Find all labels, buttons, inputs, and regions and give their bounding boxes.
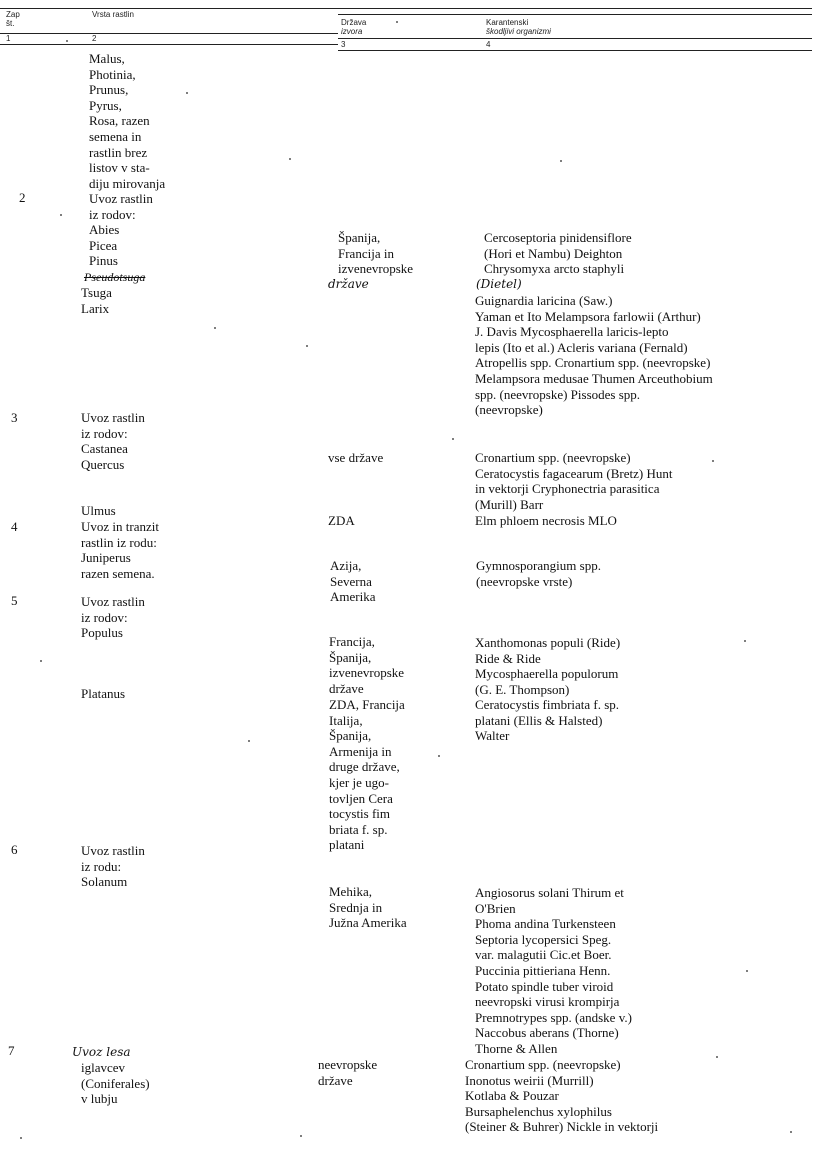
header-col-country-b: izvora: [341, 27, 363, 36]
row5b-country-line: Španija,: [329, 728, 372, 744]
row2-plant-struck: Pseudotsuga: [84, 270, 146, 284]
row4-country-line: Amerika: [330, 589, 376, 605]
row7-plant-handwritten: Uvoz lesa: [72, 1045, 131, 1059]
scan-speck: [790, 1131, 792, 1133]
row5-country-line: izvenevropske: [329, 665, 405, 681]
row6-plant-line: Solanum: [81, 874, 128, 890]
row2-plant-line: Uvoz rastlin: [89, 191, 153, 206]
row5-pests: [475, 635, 620, 697]
row1-plant-line: Prunus,: [89, 82, 129, 98]
row6-plants: [81, 843, 145, 890]
row6-number: 6: [11, 842, 18, 857]
col-number-4: 4: [486, 40, 491, 49]
row3-number: 3: [11, 410, 18, 425]
row4-number: 4: [11, 519, 18, 534]
row5b-country-line: Armenija in: [329, 743, 392, 759]
row6-pest-line: Thorne & Allen: [475, 1040, 558, 1056]
scan-speck: [306, 345, 308, 347]
row5b-pest-line: Ceratocystis fimbriata f. sp.: [475, 697, 620, 712]
row7-pest-line: Inonotus weirii (Murrill): [465, 1072, 594, 1088]
number-rule-left: [0, 44, 338, 45]
row5b-country-line: druge države,: [329, 759, 400, 775]
scan-speck: [20, 1137, 22, 1139]
row2-pest-line: Guignardia laricina (Saw.): [475, 293, 613, 308]
row6-pest-line: Potato spindle tuber viroid: [475, 978, 614, 994]
row5b-country-line: Italija,: [329, 712, 363, 728]
row3b-plant: Ulmus: [81, 503, 116, 518]
row2-pest-line: lepis (Ito et al.) Acleris variana (Fernald): [475, 339, 688, 355]
row3-plants: [81, 410, 145, 472]
scan-speck: [248, 740, 250, 742]
row6-pest-line: var. malagutii Cic.et Boer.: [475, 947, 612, 963]
row5b-countries: [329, 697, 405, 853]
row5b-plant: Platanus: [81, 686, 126, 701]
row5-plants: [81, 594, 145, 641]
row5b-country-line: tovljen Cera: [329, 790, 393, 806]
row2-pest-line: Cercoseptoria pinidensiflore: [484, 230, 632, 245]
row7-number: 7: [8, 1043, 15, 1058]
row4-plant-line: Juniperus: [81, 550, 131, 566]
scan-speck: [300, 1135, 302, 1137]
col-number-1: 1: [6, 34, 11, 43]
scan-speck: [289, 158, 291, 160]
row5-pest-line: Ride & Ride: [475, 650, 541, 666]
row5-plant-line: iz rodov:: [81, 609, 128, 625]
row3-plant-line: Uvoz rastlin: [81, 410, 145, 425]
row2-plant-line: Picea: [89, 237, 118, 253]
row6-pests: [475, 885, 632, 1057]
header-sub-rule: [338, 14, 812, 15]
row5b-country-line: ZDA, Francija: [329, 697, 405, 712]
row3b-pest: Elm phloem necrosis MLO: [475, 513, 617, 528]
scan-speck: [438, 755, 440, 757]
scan-speck: [60, 214, 62, 216]
row5-country-line: Francija,: [329, 634, 375, 649]
row2-pest-line: Yaman et Ito Melampsora farlowii (Arthur): [475, 308, 701, 324]
row4-pest-line: Gymnosporangium spp.: [476, 558, 601, 573]
row6-pest-line: Puccinia pittieriana Henn.: [475, 962, 611, 978]
row2-country-line: izvenevropske: [338, 261, 414, 277]
row7-plant-line: (Coniferales): [81, 1075, 150, 1091]
row5-countries: [329, 634, 404, 696]
row3-plant-line: iz rodov:: [81, 425, 128, 441]
row7-plants: [81, 1060, 150, 1107]
scan-speck: [712, 460, 714, 462]
row4-country-line: Severna: [330, 573, 372, 589]
scan-speck: [452, 438, 454, 440]
row2-pest-line: (Hori et Nambu) Deighton: [484, 245, 623, 261]
row7-plant-line: v lubju: [81, 1091, 118, 1107]
row6-plant-line: iz rodu:: [81, 858, 122, 874]
row2-pests-a: [484, 230, 632, 277]
row1-plant-line: Pyrus,: [89, 97, 122, 113]
number-rule-right: [338, 50, 812, 51]
row4-pest-line: (neevropske vrste): [476, 573, 573, 589]
row4-plant-line: Uvoz in tranzit: [81, 519, 159, 534]
row6-pest-line: Angiosorus solani Thirum et: [475, 885, 624, 900]
row6-plant-line: Uvoz rastlin: [81, 843, 145, 858]
row7-countries: [318, 1057, 377, 1088]
row2-number: 2: [19, 190, 26, 205]
row1-plant-line: Photinia,: [89, 66, 136, 82]
row1-plant-line: rastlin brez: [89, 144, 148, 160]
row5-plant-line: Uvoz rastlin: [81, 594, 145, 609]
row2-plant-line: Abies: [89, 222, 120, 238]
row3-country: vse države: [328, 450, 384, 465]
row2-country-handwritten: države: [328, 277, 369, 291]
row3-plant-line: Quercus: [81, 456, 125, 472]
row5b-pest-line: platani (Ellis & Halsted): [475, 712, 603, 728]
row6-pest-line: Phoma andina Turkensteen: [475, 916, 616, 932]
row2-pest-line: (neevropske): [475, 402, 543, 418]
row3-pest-line: in vektorji Cryphonectria parasitica: [475, 481, 660, 497]
scan-speck: [716, 1056, 718, 1058]
row5-pest-line: Xanthomonas populi (Ride): [475, 635, 621, 650]
row5-plant-line: Populus: [81, 625, 123, 641]
header-rule-right: [338, 38, 812, 39]
header-col-no-abbr: št.: [6, 19, 15, 28]
row2-plants-b: [81, 285, 112, 316]
row5b-pests: [475, 697, 619, 744]
row6-pest-line: Septoria lycopersici Speg.: [475, 931, 612, 947]
row7-pest-line: Kotlaba & Pouzar: [465, 1088, 559, 1104]
header-col-pests-b: škodljivi organizmi: [486, 27, 551, 36]
header-col-plants: Vrsta rastlin: [92, 10, 134, 19]
row5-pest-line: (G. E. Thompson): [475, 681, 570, 697]
row5b-pest-line: Walter: [475, 728, 510, 744]
row6-country-line: Srednja in: [329, 899, 383, 915]
scan-speck: [40, 660, 42, 662]
row1-plant-line: Malus,: [89, 51, 125, 66]
row3-pest-line: Ceratocystis fagacearum (Bretz) Hunt: [475, 465, 673, 481]
row1-plant-line: semena in: [89, 128, 142, 144]
row4-plant-line: razen semena.: [81, 565, 155, 581]
row7-plant-line: iglavcev: [81, 1060, 126, 1075]
row5b-country-line: kjer je ugo-: [329, 774, 389, 790]
row5-country-line: države: [329, 680, 364, 696]
row1-plant-line: Rosa, razen: [89, 113, 150, 129]
row2-plant-line: iz rodov:: [89, 206, 136, 222]
header-top-rule: [0, 8, 812, 9]
scan-speck: [396, 21, 398, 23]
row2-pest-line: Chrysomyxa arcto staphyli: [484, 261, 625, 277]
row2-pest-line: spp. (neevropske) Pissodes spp.: [475, 386, 641, 402]
row4-plant-line: rastlin iz rodu:: [81, 534, 157, 550]
row5-country-line: Španija,: [329, 649, 372, 665]
row5b-country-line: briata f. sp.: [329, 821, 388, 837]
row6-pest-line: O'Brien: [475, 900, 516, 916]
row2-pest-line: Atropellis spp. Cronartium spp. (neevropske): [475, 355, 711, 371]
row3-pests: [475, 450, 672, 512]
row3b-country: ZDA: [328, 513, 355, 528]
row2-plant-line: Pinus: [89, 253, 118, 269]
row7-pest-line: (Steiner & Buhrer) Nickle in vektorji: [465, 1119, 659, 1135]
row1-plants: [89, 51, 165, 191]
row2-pest-line: Melampsora medusae Thumen Arceuthobium: [475, 370, 713, 386]
scan-speck: [66, 40, 68, 42]
row6-country-line: Južna Amerika: [329, 915, 407, 931]
row2-plant-line: Tsuga: [81, 285, 112, 300]
row1-plant-line: diju mirovanja: [89, 175, 166, 191]
row6-pest-line: neevropski virusi krompirja: [475, 994, 620, 1010]
row1-plant-line: listov v sta-: [89, 160, 150, 176]
row5-pest-line: Mycosphaerella populorum: [475, 666, 619, 682]
row7-pest-line: Bursaphelenchus xylophilus: [465, 1103, 612, 1119]
scan-speck: [186, 92, 188, 94]
scan-speck: [214, 327, 216, 329]
scan-speck: [560, 160, 562, 162]
row3-pest-line: Cronartium spp. (neevropske): [475, 450, 631, 465]
header-col-no: Zap: [6, 10, 20, 19]
header-col-country: Država: [341, 18, 367, 27]
row2-countries: [338, 230, 413, 277]
row2-country-line: Španija,: [338, 230, 381, 245]
header-rule-left: [0, 33, 338, 34]
row4-plants: [81, 519, 159, 581]
scan-speck: [744, 640, 746, 642]
row3-plant-line: Castanea: [81, 441, 128, 457]
row2-pest-handwritten: (Dietel): [476, 277, 522, 291]
scan-speck: [746, 970, 748, 972]
row3-pest-line: (Murill) Barr: [475, 496, 544, 512]
row2-plants: [89, 191, 153, 269]
col-number-2: 2: [92, 34, 97, 43]
row6-country-line: Mehika,: [329, 884, 372, 899]
row2-country-line: Francija in: [338, 245, 394, 261]
row5b-country-line: tocystis fim: [329, 806, 391, 822]
row2-pest-line: J. Davis Mycosphaerella laricis-lepto: [475, 324, 669, 340]
row4-pests: [476, 558, 601, 589]
col-number-3: 3: [341, 40, 346, 49]
row5-number: 5: [11, 593, 18, 608]
row2-plant-line: Larix: [81, 300, 110, 316]
header-col-pests: Karantenski: [486, 18, 529, 27]
row6-pest-line: Naccobus aberans (Thorne): [475, 1025, 619, 1041]
row4-country-line: Azija,: [330, 558, 362, 573]
row7-pest-line: Cronartium spp. (neevropske): [465, 1057, 621, 1072]
row4-countries: [330, 558, 375, 605]
row7-country-line: neevropske: [318, 1057, 378, 1072]
row6-pest-line: Premnotrypes spp. (andske v.): [475, 1009, 632, 1025]
row7-country-line: države: [318, 1072, 353, 1088]
row5b-country-line: platani: [329, 837, 365, 853]
row6-countries: [329, 884, 407, 931]
row2-pests-b: [475, 293, 713, 418]
row7-pests: [465, 1057, 658, 1135]
